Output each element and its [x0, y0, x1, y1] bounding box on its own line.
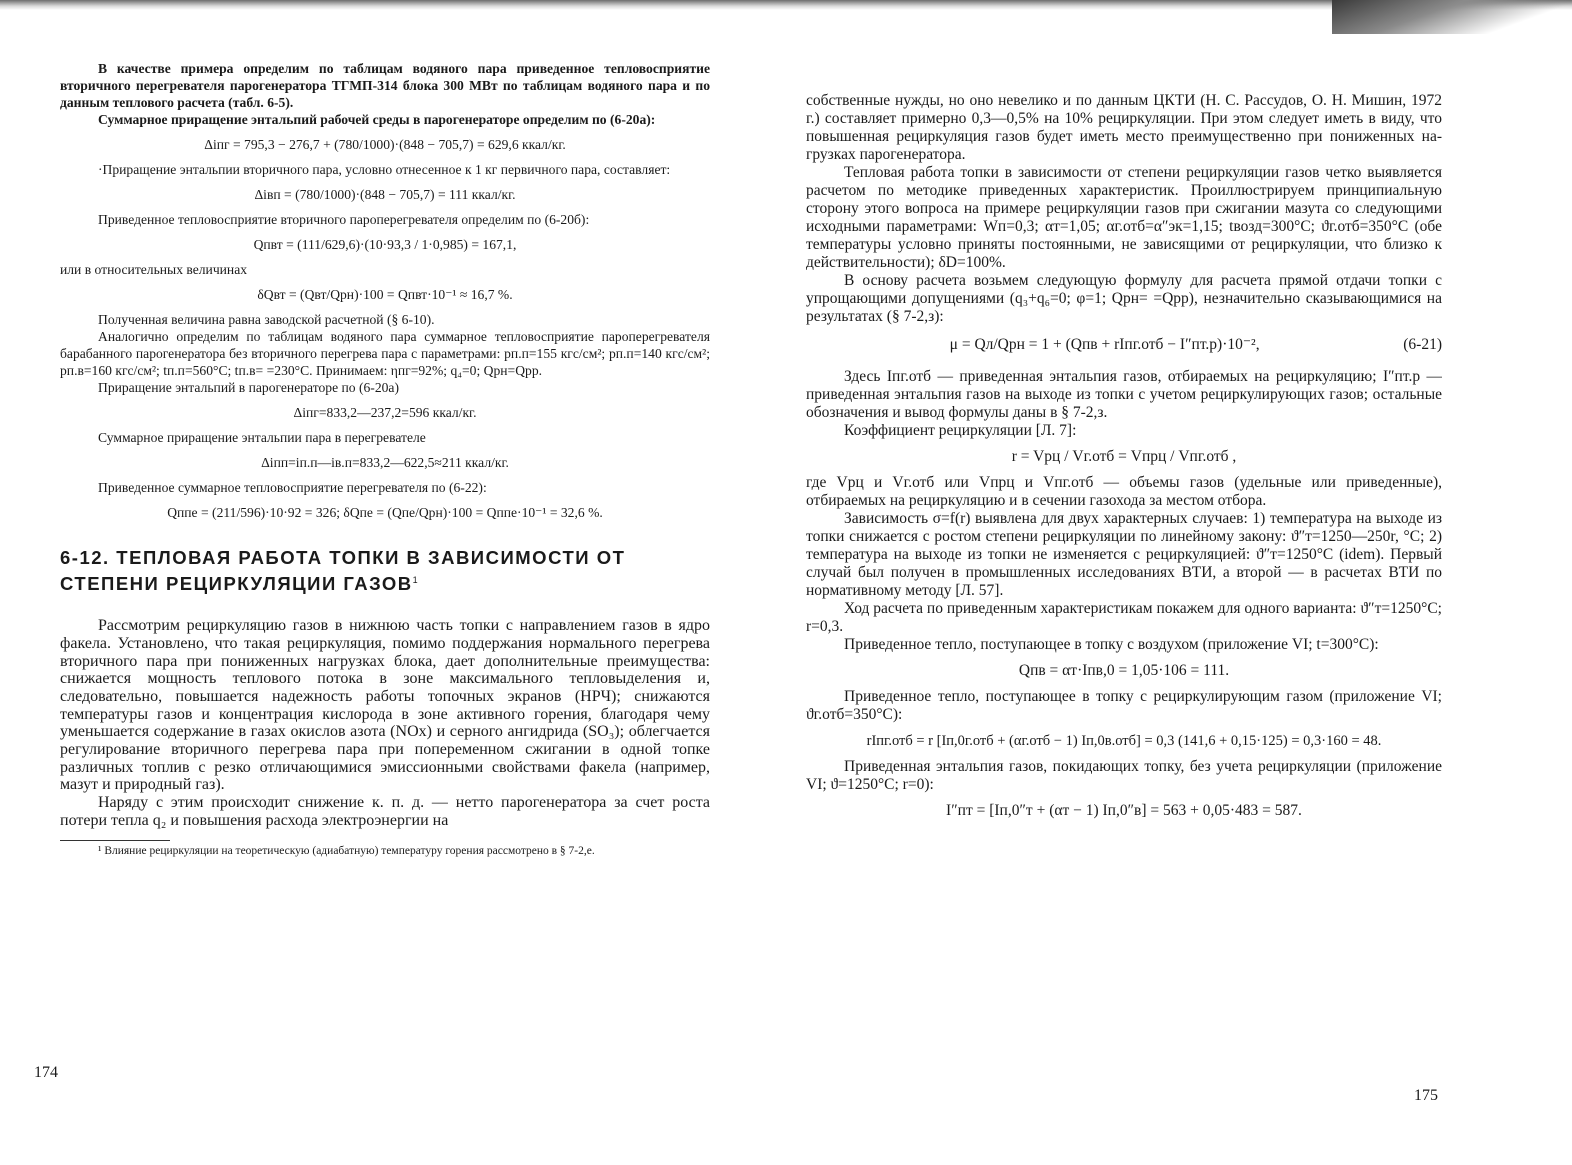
right-page: [806, 92, 1442, 1115]
equation-3: Qпвт = (111/629,6)·(10·93,3 / 1·0,985) = 167,1,: [253, 237, 517, 252]
equation-number: (6-21): [1403, 336, 1442, 353]
equation-main: μ = Qл/Qрн = 1 + (Qпв + rIпг.отб − I″пт.р)·10⁻²,: [949, 336, 1260, 353]
section-body: [60, 617, 710, 829]
section-heading-text: 6-12. ТЕПЛОВАЯ РАБОТА ТОПКИ В ЗАВИСИМОСТИ ОТ СТЕПЕНИ РЕЦИРКУЛЯЦИИ ГАЗОВ: [60, 547, 626, 595]
right-paragraph-9: Приведенное тепло, поступающее в топку с воздухом (приложение VI; t=300°С):: [844, 636, 1379, 653]
footnote-divider: [60, 840, 170, 841]
text-paragraph-5c: Приращение энтальпий в парогенераторе по (6-20а): [98, 380, 399, 395]
text-paragraph-6: Суммарное приращение энтальпии пара в перегревателе: [98, 430, 426, 445]
right-paragraph-10: Приведенное тепло, поступающее в топку с рециркулирующим газом (приложение VI; ϑг.отб=350°С):: [806, 688, 1442, 723]
text-paragraph-5b: Аналогично определим по таблицам водяного пара суммарное тепловосприятие пароперегревателя барабанного парогенератора без вторичного перегрева пара с параметрами: pп.п=155 кгс/см²; pп.п=140 кгс/см²; pп.в=160 кгс/см²; tп.п=560°С; tп.в= =230°С. Принимаем: ηпг=92%; q₄=0; Qрн=Qрр.: [60, 329, 710, 378]
equation-exit-enthalpy: I″пт = [Iп,0″т + (αт − 1) Iп,0″в] = 563 + 0,05·483 = 587.: [946, 802, 1302, 819]
right-paragraph-11: Приведенная энтальпия газов, покидающих топку, без учета рециркуляции (приложение VI; ϑ=1250°С; r=0):: [806, 758, 1442, 793]
text-paragraph-3: Приведенное тепловосприятие вторичного пароперегревателя определим по (6-20б):: [98, 212, 590, 227]
equation-6-21-row: [806, 336, 1442, 354]
equation-6: Δiпп=iп.п—iв.п=833,2—622,5≈211 ккал/кг.: [261, 455, 509, 470]
section-heading: [60, 547, 710, 595]
right-paragraph-2: Тепловая работа топки в зависимости от степени рециркуляции газов четко выявляется расчетом по методике приведенных характеристик. Проиллюстрируем принципиальную сторону этого вопроса на примере рециркуляции газов при сжигании мазута со следующими исходными параметрами: Wп=0,3; αт=1,05; αг.отб=α″эк=1,15; tвозд=300°С; ϑг.отб=350°С (обе температуры условно приняты постоянными, не зависящими от рециркуляции, что близко к действительности); δD=100%.: [806, 164, 1442, 271]
intro-paragraph-2: Суммарное приращение энтальпий рабочей среды в парогенераторе определим по (6-20а):: [98, 112, 656, 127]
equation-1: Δiпг = 795,3 − 276,7 + (780/1000)·(848 − 705,7) = 629,6 ккал/кг.: [204, 137, 566, 152]
right-paragraph-6: где Vрц и Vг.отб или Vпрц и Vпг.отб — объемы газов (удельные или приведенные), отбираемых на рециркуляцию и в сечении газохода за местом отбора.: [806, 474, 1442, 509]
right-paragraph-7: Зависимость σ=f(r) выявлена для двух характерных случаев: 1) температура на выходе из топки снижается с ростом степени рециркуляции по линейному закону: ϑ″т=1250—250r, °С; 2) температура на выходе из топки не изменяется с рециркуляцией: ϑ″т=1250°С (idem). Первый случай был получен в промышленных исследованиях ВТИ, а второй — в расчетах ВТИ по нормативному методу [Л. 57].: [806, 510, 1442, 599]
page-number-left: 174: [34, 1064, 58, 1081]
equation-4: δQвт = (Qвт/Qрн)·100 = Qпвт·10⁻¹ ≈ 16,7 %.: [257, 287, 513, 302]
equation-recirculation-ratio: r = Vрц / Vг.отб = Vпрц / Vпг.отб ,: [1011, 448, 1237, 465]
intro-paragraph-1: В качестве примера определим по таблицам водяного пара приведенное тепловосприятие вторичного перегревателя парогенератора ТГМП-314 блока 300 МВт по таблицам водяного пара и по данным теплового расчета (табл. 6-5).: [60, 61, 710, 110]
left-page: [60, 60, 710, 1115]
equation-recirc-heat: rIпг.отб = r [Iп,0г.отб + (αг.отб − 1) Iп,0в.отб] = 0,3 (141,6 + 0,15·125) = 0,3·160 = 48.: [866, 733, 1382, 749]
text-paragraph-4: или в относительных величинах: [60, 262, 248, 277]
right-paragraph-5: Коэффициент рециркуляции [Л. 7]:: [844, 422, 1077, 439]
text-paragraph-5a: Полученная величина равна заводской расчетной (§ 6-10).: [98, 312, 435, 327]
body-paragraph-1: Рассмотрим рециркуляцию газов в нижнюю часть топки с направлением газов в ядро факела. Установлено, что такая рециркуляция, помимо поддержания нормального перегрева вторичного пара при пониженных нагрузках блока, дает дополнительные преимущества: снижается мощность теплового потока в зоне максимального тепловыделения и, следовательно, повышается надежность работы топочных экранов (НРЧ); снижаются температуры газов и концентрация кислорода в зоне активного горения, благодаря чему уменьшается содержание в газах окислов азота (NOx) и серного ангидрида (SO₃); облегчается регулирование вторичного перегрева пара при попеременном сжигании в одной топке различных топлив с резко отличающимися эмиссионными свойствами факела (например, мазут и природный газ).: [60, 617, 710, 794]
body-paragraph-2: Наряду с этим происходит снижение к. п. д. — нетто парогенератора за счет роста потери тепла q₂ и повышения расхода электроэнергии на: [60, 794, 710, 829]
footnote: ¹ Влияние рециркуляции на теоретическую (адиабатную) температуру горения рассмотрено в § 7-2,е.: [98, 844, 595, 857]
scan-corner-shadow: [1332, 0, 1572, 34]
heading-footnote-mark: 1: [412, 575, 420, 585]
equation-5: Δiпг=833,2—237,2=596 ккал/кг.: [293, 405, 477, 420]
right-paragraph-1: собственные нужды, но оно невелико и по данным ЦКТИ (Н. С. Рассудов, О. Н. Мишин, 1972 г.) составляет примерно 0,3—0,5% на 10% рециркуляции. При этом следует иметь в виду, что повышенная рециркуляция газов будет иметь место преимущественно при пониженных нагрузках парогенератора.: [806, 92, 1442, 163]
right-paragraph-4: Здесь Iпг.отб — приведенная энтальпия газов, отбираемых на рециркуляцию; I″пт.р — приведенная энтальпия газов на выходе из топки с учетом рециркулирующих газов; остальные обозначения и вывод формулы даны в § 7-2,з.: [806, 368, 1442, 421]
right-paragraph-3: В основу расчета возьмем следующую формулу для расчета прямой отдачи топки с упрощающими допущениями (q₃+q₆=0; φ=1; Qрн= =Qрр), незначительно сказывающимися на результатах (§ 7-2,з):: [806, 272, 1442, 325]
text-paragraph-7: Приведенное суммарное тепловосприятие перегревателя по (6-22):: [98, 480, 487, 495]
right-paragraph-8: Ход расчета по приведенным характеристикам покажем для одного варианта: ϑ″т=1250°С; r=0,3.: [806, 600, 1442, 635]
text-paragraph-2: ·Приращение энтальпии вторичного пара, условно отнесенное к 1 кг первичного пара, составляет:: [98, 162, 671, 177]
equation-air-heat: Qпв = αт·Iпв,0 = 1,05·106 = 111.: [1018, 662, 1230, 679]
page-number-right: 175: [1414, 1087, 1438, 1104]
equation-2: Δiвп = (780/1000)·(848 − 705,7) = 111 ккал/кг.: [254, 187, 516, 202]
equation-7: Qппе = (211/596)·10·92 = 326; δQпе = (Qпе/Qрн)·100 = Qппе·10⁻¹ = 32,6 %.: [167, 505, 603, 520]
